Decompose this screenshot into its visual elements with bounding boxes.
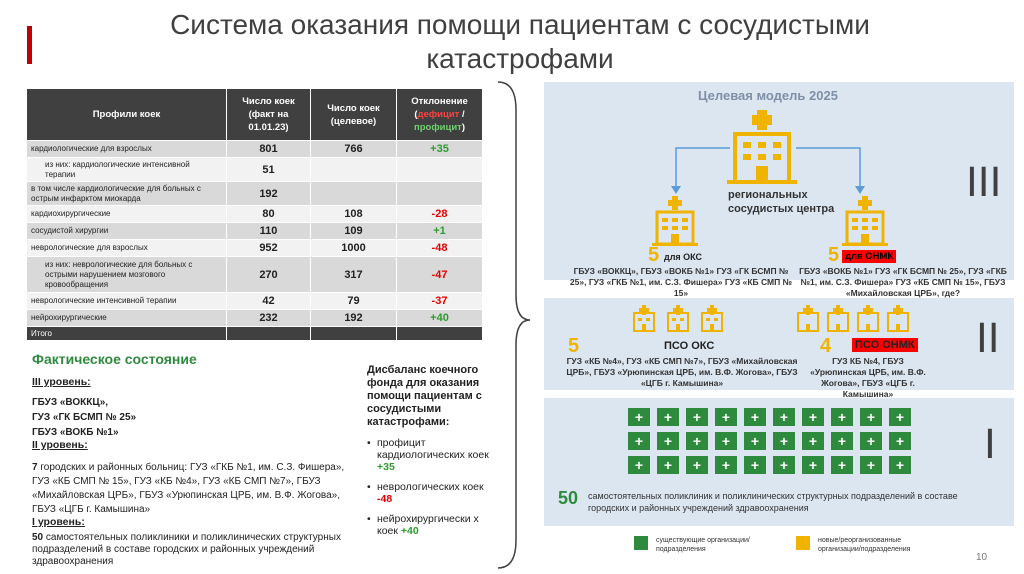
- fact-level2-label: II уровень:: [32, 439, 88, 451]
- accent-bar: [27, 26, 32, 64]
- polyclinic-plus-icon: +: [628, 432, 650, 450]
- left-center-institutions: ГБУЗ «ВОККЦ», ГБУЗ «ВОКБ №1» ГУЗ «ГК БСМП № 25», ГУЗ «ГКБ №1, им. С.З. Фишера» ГУЗ «КБ СМП № 15»: [569, 266, 793, 298]
- brace-icon: [494, 80, 534, 570]
- row-label: нейрохирургические: [27, 310, 227, 327]
- legend-existing-text: существующие организации/подразделения: [656, 537, 750, 553]
- fact-level2-num: 7: [32, 462, 38, 473]
- polyclinic-plus-icon: +: [802, 456, 824, 474]
- row-dev: [397, 182, 483, 206]
- row-target: [311, 158, 397, 182]
- row-fact: 232: [227, 310, 311, 327]
- table-row: [27, 206, 483, 223]
- row-fact: 952: [227, 240, 311, 257]
- header-fact: Число коек (факт на 01.01.23): [227, 89, 311, 141]
- table-row: [27, 182, 483, 206]
- row-label: кардиологические для взрослых: [27, 141, 227, 158]
- slide-title: Система оказания помощи пациентам с сосудистыми катастрофами: [170, 9, 870, 74]
- pso-onmk-count: 4: [820, 335, 832, 357]
- fact-level1-label: I уровень:: [32, 516, 85, 528]
- fact-level3-text-2: ГУЗ «ГК БСМП № 25»: [32, 412, 137, 423]
- row-target: 192: [311, 310, 397, 327]
- imbalance-item-value: +40: [400, 525, 419, 537]
- fact-level2-text: [32, 461, 362, 517]
- level-1-roman: I: [984, 422, 996, 468]
- table-row: [27, 293, 483, 310]
- polyclinic-plus-icon: +: [773, 408, 795, 426]
- imbalance-item: [367, 481, 492, 505]
- imbalance-item: [367, 513, 492, 537]
- fact-level1-num: 50: [32, 532, 44, 543]
- polyclinic-plus-icon: +: [715, 432, 737, 450]
- connector-arrows: [668, 140, 888, 200]
- legend-new-swatch: [796, 536, 810, 550]
- imbalance-item-text: нейрохирургически х коек: [377, 513, 479, 537]
- beds-table: [26, 88, 482, 341]
- hospital-building-icon: [842, 196, 888, 246]
- polyclinic-plus-icon: +: [628, 456, 650, 474]
- imbalance-item-value: +35: [377, 461, 395, 473]
- right-center-count: 5: [828, 244, 840, 266]
- fact-level3-text-1: ГБУЗ «ВОККЦ»,: [32, 397, 109, 408]
- fact-level3-text-3: ГБУЗ «ВОКБ №1»: [32, 427, 119, 438]
- polyclinic-plus-icon: +: [860, 432, 882, 450]
- row-fact: 270: [227, 257, 311, 293]
- row-label: из них: неврологические для больных с острыми нарушением мозгового кровообращения: [27, 257, 227, 293]
- header-dev-sep: /: [459, 109, 465, 120]
- table-header-row: [27, 89, 483, 141]
- polyclinic-plus-icon: +: [657, 456, 679, 474]
- row-target: [311, 327, 397, 341]
- right-center-category: для ОНМК: [842, 250, 896, 263]
- row-dev: [397, 158, 483, 182]
- imbalance-item: [367, 437, 492, 473]
- row-dev: [397, 327, 483, 341]
- row-dev: -48: [397, 240, 483, 257]
- left-center-count: 5: [648, 244, 660, 266]
- row-label: кардиохирургические: [27, 206, 227, 223]
- level-3-roman: III: [966, 160, 1002, 206]
- table-row: [27, 257, 483, 293]
- table-row: [27, 141, 483, 158]
- polyclinic-count: 50: [558, 488, 579, 508]
- row-target: 79: [311, 293, 397, 310]
- legend-existing-swatch: [634, 536, 648, 550]
- polyclinic-plus-icon: +: [802, 432, 824, 450]
- row-fact: [227, 327, 311, 341]
- imbalance-block: [367, 364, 492, 545]
- row-label: неврологические для взрослых: [27, 240, 227, 257]
- row-fact: 801: [227, 141, 311, 158]
- table-row: [27, 223, 483, 240]
- pso-onmk-category: ПСО ОНМК: [852, 338, 918, 352]
- row-fact: 192: [227, 182, 311, 206]
- polyclinic-plus-icon: +: [744, 408, 766, 426]
- pso-oks-count: 5: [568, 335, 580, 357]
- header-deviation: [397, 89, 483, 141]
- row-label: сосудистой хирургии: [27, 223, 227, 240]
- polyclinic-plus-icon: +: [802, 408, 824, 426]
- pso-oks-institutions: ГУЗ «КБ №4», ГУЗ «КБ СМП №7», ГБУЗ «Михайловская ЦРБ», ГБУЗ «Урюпинская ЦРБ, им. В.Ф. Жогова», ГБУЗ «ЦГБ г. Камышина»: [566, 356, 798, 388]
- header-dev-prefix: Отклонение (: [411, 96, 468, 120]
- regional-label-1: региональных: [728, 189, 808, 201]
- row-label: из них: кардиологические интенсивной терапии: [27, 158, 227, 182]
- row-fact: 51: [227, 158, 311, 182]
- left-center-category: для ОКС: [664, 252, 703, 262]
- row-label: неврологические интенсивной терапии: [27, 293, 227, 310]
- pso-onmk-institutions: ГУЗ КБ №4, ГБУЗ «Урюпинская ЦРБ, им. В.Ф. Жогова», ГБУЗ «ЦГБ г. Камышина»: [810, 356, 926, 399]
- imbalance-item-text: неврологических коек: [377, 481, 484, 493]
- row-dev: -28: [397, 206, 483, 223]
- header-target: Число коек (целевое): [311, 89, 397, 141]
- polyclinic-text: самостоятельных поликлиник и поликлинических структурных подразделений в составе городских и районных учреждений здравоохранения: [588, 491, 958, 513]
- target-model-title: Целевая модель 2025: [698, 88, 838, 103]
- fact-level1-body: самостоятельных поликлиники и поликлинических структурных подразделений в составе городских и районных учреждений здравоохранения: [32, 532, 341, 567]
- row-target: 1000: [311, 240, 397, 257]
- polyclinic-plus-icon: +: [715, 456, 737, 474]
- row-fact: 80: [227, 206, 311, 223]
- level-2-roman: II: [976, 316, 1000, 362]
- polyclinic-plus-icon: +: [744, 432, 766, 450]
- row-dev: +40: [397, 310, 483, 327]
- polyclinic-plus-icon: +: [831, 432, 853, 450]
- polyclinic-plus-icon: +: [860, 408, 882, 426]
- polyclinic-plus-icon: +: [657, 432, 679, 450]
- polyclinic-plus-icon: +: [831, 456, 853, 474]
- table-row-total: [27, 327, 483, 341]
- pso-onmk-buildings-icon: [796, 305, 916, 333]
- polyclinic-plus-icon: +: [831, 408, 853, 426]
- polyclinic-plus-icon: +: [773, 456, 795, 474]
- header-surplus: профицит: [413, 122, 462, 133]
- polyclinic-plus-icon: +: [860, 456, 882, 474]
- row-label: в том числе кардиологические для больных с острым инфарктом миокарда: [27, 182, 227, 206]
- right-center-institutions: ГБУЗ «ВОКБ №1» ГУЗ «ГК БСМП № 25», ГУЗ «ГКБ №1, им. С.З. Фишера» ГУЗ «КБ СМП № 15», ГБУЗ «Михайловская ЦРБ», где?: [799, 266, 1007, 298]
- row-fact: 42: [227, 293, 311, 310]
- polyclinic-plus-icon: +: [889, 432, 911, 450]
- fact-title: Фактическое состояние: [32, 351, 197, 367]
- table-row: [27, 240, 483, 257]
- polyclinic-plus-icon: +: [773, 432, 795, 450]
- polyclinic-plus-icon: +: [686, 432, 708, 450]
- row-dev: -37: [397, 293, 483, 310]
- row-target: 109: [311, 223, 397, 240]
- hospital-building-icon: [652, 196, 698, 246]
- header-profile: Профили коек: [27, 89, 227, 141]
- row-label: Итого: [27, 327, 227, 341]
- row-target: 766: [311, 141, 397, 158]
- pso-oks-buildings-icon: [632, 305, 728, 333]
- polyclinic-grid: [628, 408, 911, 474]
- fact-level1-text: [32, 532, 362, 568]
- polyclinic-plus-icon: +: [628, 408, 650, 426]
- regional-label-2: сосудистых центра: [728, 203, 835, 215]
- row-dev: -47: [397, 257, 483, 293]
- polyclinic-plus-icon: +: [686, 408, 708, 426]
- pso-oks-category: ПСО ОКС: [664, 340, 715, 352]
- imbalance-item-value: -48: [377, 493, 393, 505]
- row-dev: +35: [397, 141, 483, 158]
- fact-level3-label: III уровень:: [32, 376, 91, 388]
- polyclinic-plus-icon: +: [889, 456, 911, 474]
- imbalance-title: Дисбаланс коечного фонда для оказания помощи пациентам с сосудистыми катастрофами:: [367, 364, 482, 428]
- row-target: 108: [311, 206, 397, 223]
- polyclinic-plus-icon: +: [657, 408, 679, 426]
- polyclinic-plus-icon: +: [744, 456, 766, 474]
- legend-new-text: новые/реорганизованные организации/подразделения: [818, 537, 911, 553]
- header-deficit: дефицит: [417, 109, 460, 120]
- row-dev: +1: [397, 223, 483, 240]
- table-row: [27, 158, 483, 182]
- row-fact: 110: [227, 223, 311, 240]
- row-target: 317: [311, 257, 397, 293]
- fact-level2-body: городских и районных больниц: ГУЗ «ГКБ №1, им. С.З. Фишера», ГУЗ «КБ СМП № 15», ГУЗ «КБ №4», ГУЗ «КБ СМП №7», ГБУЗ «Михайловская ЦРБ», ГБУЗ «Урюпинская ЦРБ, им. В.Ф. Жогова», ГБУЗ «ЦГБ г. Камышина»: [32, 462, 345, 515]
- imbalance-item-text: профицит кардиологических коек: [377, 437, 489, 461]
- imbalance-list: [367, 437, 492, 537]
- row-target: [311, 182, 397, 206]
- table-row: [27, 310, 483, 327]
- polyclinic-plus-icon: +: [686, 456, 708, 474]
- polyclinic-plus-icon: +: [889, 408, 911, 426]
- header-dev-suffix: ): [461, 122, 465, 133]
- page-number: 10: [976, 552, 988, 563]
- polyclinic-plus-icon: +: [715, 408, 737, 426]
